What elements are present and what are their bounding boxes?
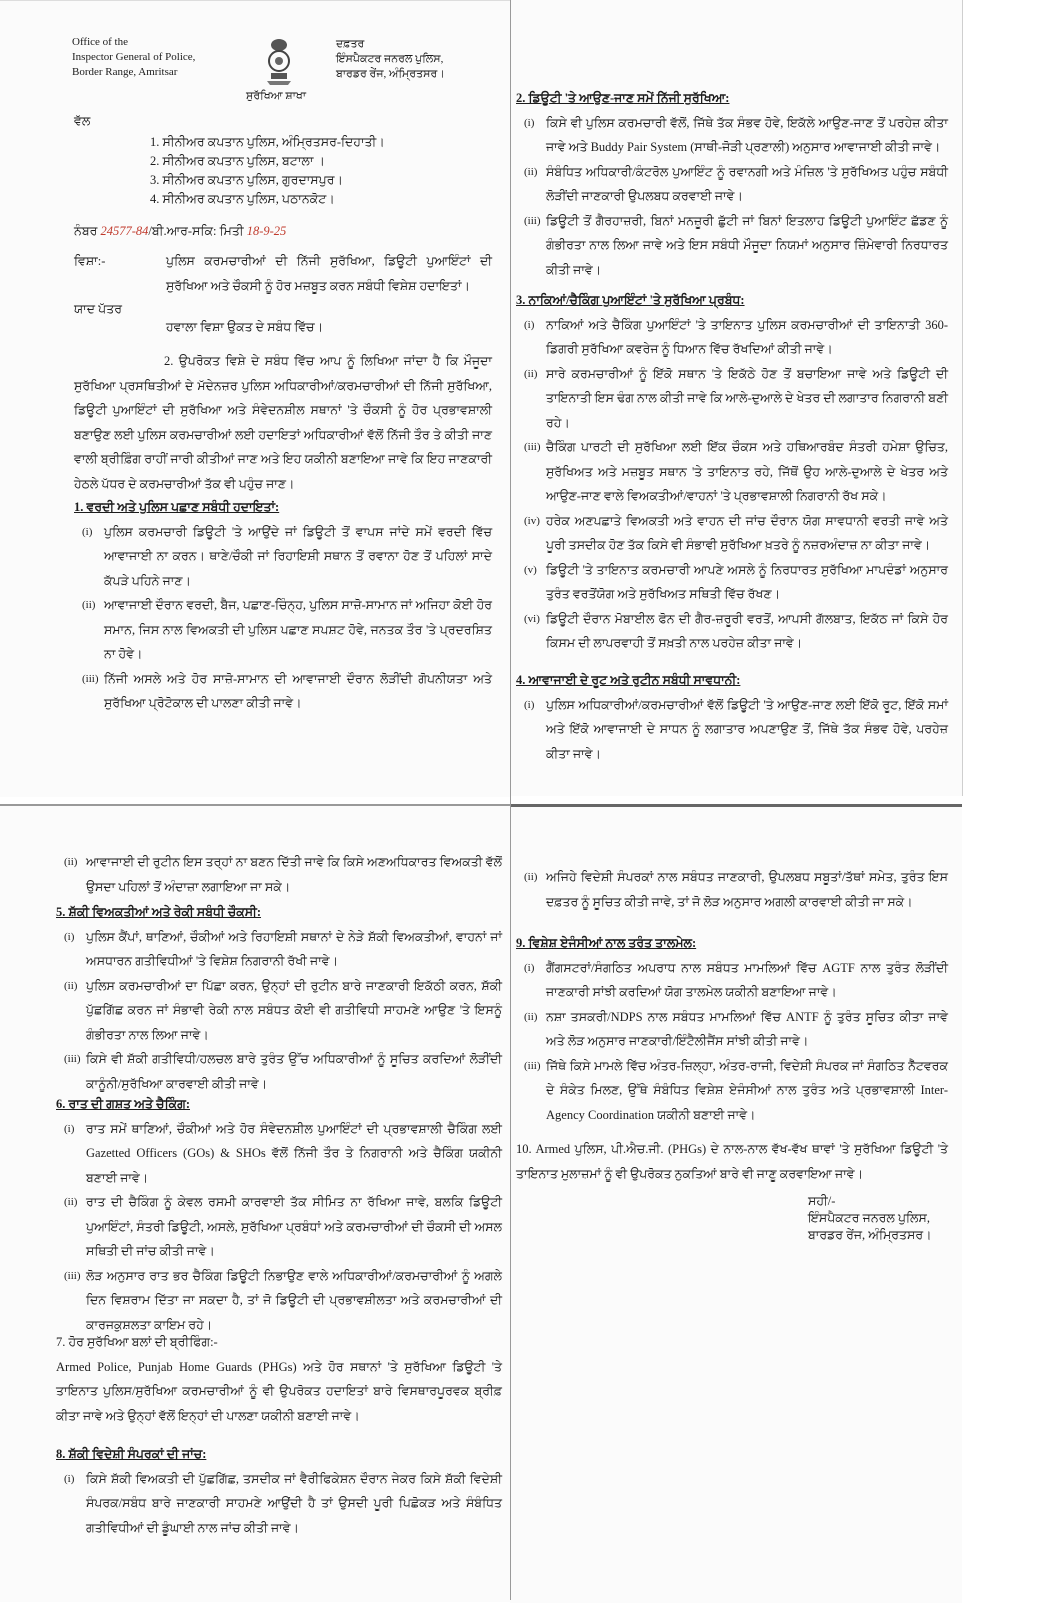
subject-text: ਪੁਲਿਸ ਕਰਮਚਾਰੀਆਂ ਦੀ ਨਿੱਜੀ ਸੁਰੱਖਿਆ, ਡਿਊਟੀ ਪੁਆਇੰਟਾਂ ਦੀ ਸੁਰੱਖਿਆ ਅਤੇ ਚੌਕਸੀ ਨੂੰ ਹੋਰ ਮਜ਼ਬੂਤ ਕਰਨ ਸਬੰਧੀ ਵਿਸ਼ੇਸ਼ ਹਦਾਇਤਾਂ। — [166, 254, 492, 293]
page-edge — [962, 0, 963, 796]
list-item: (iii) ਲੋੜ ਅਨੁਸਾਰ ਰਾਤ ਭਰ ਚੈਕਿੰਗ ਡਿਊਟੀ ਨਿਭਾਉਣ ਵਾਲੇ ਅਧਿਕਾਰੀਆਂ/ਕਰਮਚਾਰੀਆਂ ਨੂੰ ਅਗਲੇ ਦਿਨ ਵਿਸ਼ਰਾਮ ਦਿੱਤਾ ਜਾ ਸਕਦਾ ਹੈ, ਤਾਂ ਜੋ ਡਿਊਟੀ ਦੀ ਪ੍ਰਭਾਵਸ਼ੀਲਤਾ ਅਤੇ ਕਰਮਚਾਰੀਆਂ ਦੀ ਕਾਰਜਕੁਸ਼ਲਤਾ ਕਾਇਮ ਰਹੇ। — [64, 1268, 502, 1332]
list-item: (v) ਡਿਊਟੀ 'ਤੇ ਤਾਇਨਾਤ ਕਰਮਚਾਰੀ ਆਪਣੇ ਅਸਲੇ ਨੂੰ ਨਿਰਧਾਰਤ ਸੁਰੱਖਿਆ ਮਾਪਦੰਡਾਂ ਅਨੁਸਾਰ ਤੁਰੰਤ ਵਰਤੋਂਯੋਗ ਅਤੇ ਸੁਰੱਖਿਅਤ ਸਥਿਤੀ ਵਿੱਚ ਰੱਖਣ। — [524, 562, 948, 601]
list-item: (ii) ਸਾਰੇ ਕਰਮਚਾਰੀਆਂ ਨੂੰ ਇੱਕੋ ਸਥਾਨ 'ਤੇ ਇਕੱਠੇ ਹੋਣ ਤੋਂ ਬਚਾਇਆ ਜਾਵੇ ਅਤੇ ਡਿਊਟੀ ਦੀ ਤਾਇਨਾਤੀ ਇਸ ਢੰਗ ਨਾਲ ਕੀਤੀ ਜਾਵੇ ਕਿ ਆਲੇ-ਦੁਆਲੇ ਦੇ ਖੇਤਰ ਦੀ ਲਗਾਤਾਰ ਨਿਗਰਾਨੀ ਬਣੀ ਰਹੇ। — [524, 366, 948, 430]
recipient-item: 4. ਸੀਨੀਅਰ ਕਪਤਾਨ ਪੁਲਿਸ, ਪਠਾਨਕੋਟ। — [150, 192, 335, 206]
list-item: (ii) ਆਵਾਜਾਈ ਦੌਰਾਨ ਵਰਦੀ, ਬੈਜ, ਪਛਾਣ-ਚਿੰਨ੍ਹ, ਪੁਲਿਸ ਸਾਜ਼ੋ-ਸਾਮਾਨ ਜਾਂ ਅਜਿਹਾ ਕੋਈ ਹੋਰ ਸਮਾਨ, ਜਿਸ ਨਾਲ ਵਿਅਕਤੀ ਦੀ ਪੁਲਿਸ ਪਛਾਣ ਸਪਸ਼ਟ ਹੋਵੇ, ਜਨਤਕ ਤੌਰ 'ਤੇ ਪ੍ਰਦਰਸ਼ਿਤ ਨਾ ਹੋਵੇ। — [82, 598, 492, 661]
page-2-bottom-right — [510, 804, 962, 1603]
list-item: (ii) ਨਸ਼ਾ ਤਸਕਰੀ/NDPS ਨਾਲ ਸਬੰਧਤ ਮਾਮਲਿਆਂ ਵਿੱਚ ANTF ਨੂੰ ਤੁਰੰਤ ਸੂਚਿਤ ਕੀਤਾ ਜਾਵੇ ਅਤੇ ਲੋੜ ਅਨੁਸਾਰ ਜਾਣਕਾਰੀ/ਇੰਟੈਲੀਜੈਂਸ ਸਾਂਝੀ ਕੀਤੀ ਜਾਵੇ। — [524, 1009, 948, 1048]
section-heading: 6. ਰਾਤ ਦੀ ਗਸ਼ਤ ਅਤੇ ਚੈਕਿੰਗ: — [56, 1097, 190, 1111]
recipient-item: 2. ਸੀਨੀਅਰ ਕਪਤਾਨ ਪੁਲਿਸ, ਬਟਾਲਾ । — [150, 154, 325, 168]
police-emblem-icon — [262, 37, 296, 87]
section-9 — [516, 931, 948, 1127]
page-1-top-left — [0, 0, 510, 797]
to-label: ਵੱਲ — [74, 114, 91, 128]
section-10: 10. Armed ਪੁਲਿਸ, ਪੀ.ਐਚ.ਜੀ. (PHGs) ਦੇ ਨਾਲ-ਨਾਲ ਵੱਖ-ਵੱਖ ਥਾਵਾਂ 'ਤੇ ਸੁਰੱਖਿਆ ਡਿਊਟੀ 'ਤੇ ਤਾਇਨਾਤ ਮੁਲਾਜ਼ਮਾਂ ਨੂੰ ਵੀ ਉਪਰੋਕਤ ਨੁਕਤਿਆਂ ਬਾਰੇ ਵੀ ਜਾਣੂ ਕਰਵਾਇਆ ਜਾਵੇ। — [516, 1142, 948, 1181]
section-heading: 4. ਆਵਾਜਾਈ ਦੇ ਰੂਟ ਅਤੇ ਰੁਟੀਨ ਸਬੰਧੀ ਸਾਵਧਾਨੀ: — [516, 673, 741, 687]
list-item: (ii) ਸੰਬੰਧਿਤ ਅਧਿਕਾਰੀ/ਕੰਟਰੋਲ ਪੁਆਇੰਟ ਨੂੰ ਰਵਾਨਗੀ ਅਤੇ ਮੰਜ਼ਿਲ 'ਤੇ ਸੁਰੱਖਿਅਤ ਪਹੁੰਚ ਸਬੰਧੀ ਲੋੜੀਂਦੀ ਜਾਣਕਾਰੀ ਉਪਲਬਧ ਕਰਵਾਈ ਜਾਵੇ। — [524, 164, 948, 203]
section-5 — [56, 900, 502, 1096]
page-divider — [510, 0, 511, 1600]
list-item: (i) ਪੁਲਿਸ ਅਧਿਕਾਰੀਆਂ/ਕਰਮਚਾਰੀਆਂ ਵੱਲੋਂ ਡਿਊਟੀ 'ਤੇ ਆਉਣ-ਜਾਣ ਲਈ ਇੱਕੋ ਰੂਟ, ਇੱਕੋ ਸਮਾਂ ਅਤੇ ਇੱਕੋ ਆਵਾਜਾਈ ਦੇ ਸਾਧਨ ਨੂੰ ਲਗਾਤਾਰ ਅਪਣਾਉਣ ਤੋਂ, ਜਿੱਥੇ ਤੱਕ ਸੰਭਵ ਹੋਵੇ, ਪਰਹੇਜ਼ ਕੀਤਾ ਜਾਵੇ। — [524, 697, 948, 761]
list-item: (i) ਪੁਲਿਸ ਕਰਮਚਾਰੀ ਡਿਊਟੀ 'ਤੇ ਆਉਂਦੇ ਜਾਂ ਡਿਊਟੀ ਤੋਂ ਵਾਪਸ ਜਾਂਦੇ ਸਮੇਂ ਵਰਦੀ ਵਿੱਚ ਆਵਾਜਾਈ ਨਾ ਕਰਨ। ਥਾਣੇ/ਚੌਕੀ ਜਾਂ ਰਿਹਾਇਸ਼ੀ ਸਥਾਨ ਤੋਂ ਰਵਾਨਾ ਹੋਣ ਤੋਂ ਪਹਿਲਾਂ ਸਾਦੇ ਕੱਪੜੇ ਪਹਿਨੇ ਜਾਣ। — [82, 524, 492, 588]
list-item: (iii) ਚੈਕਿੰਗ ਪਾਰਟੀ ਦੀ ਸੁਰੱਖਿਆ ਲਈ ਇੱਕ ਚੌਕਸ ਅਤੇ ਹਥਿਆਰਬੰਦ ਸੰਤਰੀ ਹਮੇਸ਼ਾ ਉਚਿਤ, ਸੁਰੱਖਿਅਤ ਅਤੇ ਮਜ਼ਬੂਤ ਸਥਾਨ 'ਤੇ ਤਾਇਨਾਤ ਰਹੇ, ਜਿੱਥੋਂ ਉਹ ਆਲੇ-ਦੁਆਲੇ ਦੇ ਖੇਤਰ ਅਤੇ ਆਉਣ-ਜਾਣ ਵਾਲੇ ਵਿਅਕਤੀਆਂ/ਵਾਹਨਾਂ 'ਤੇ ਪ੍ਰਭਾਵਸ਼ਾਲੀ ਨਿਗਰਾਨੀ ਰੱਖ ਸਕੇ। — [524, 440, 948, 503]
section-8 — [56, 1442, 502, 1540]
section-heading: 9. ਵਿਸ਼ੇਸ਼ ਏਜੰਸੀਆਂ ਨਾਲ ਤਰੰਤ ਤਾਲਮੇਲ: — [516, 936, 697, 950]
page-2-bottom-left — [0, 804, 510, 1602]
list-item: (ii) ਅਜਿਹੇ ਵਿਦੇਸ਼ੀ ਸੰਪਰਕਾਂ ਨਾਲ ਸਬੰਧਤ ਜਾਣਕਾਰੀ, ਉਪਲਬਧ ਸਬੂਤਾਂ/ਤੱਥਾਂ ਸਮੇਤ, ਤੁਰੰਤ ਇਸ ਦਫ਼ਤਰ ਨੂੰ ਸੂਚਿਤ ਕੀਤੀ ਜਾਵੇ, ਤਾਂ ਜੋ ਲੋੜ ਅਨੁਸਾਰ ਅਗਲੀ ਕਾਰਵਾਈ ਕੀਤੀ ਜਾ ਸਕੇ। — [524, 870, 948, 909]
section-2 — [516, 86, 948, 282]
section-7 — [56, 1330, 502, 1428]
recipient-item: 3. ਸੀਨੀਅਰ ਕਪਤਾਨ ਪੁਲਿਸ, ਗੁਰਦਾਸਪੁਰ। — [150, 173, 343, 187]
subject-label: ਵਿਸ਼ਾ:- — [74, 254, 106, 268]
list-item: (iii) ਜਿੱਥੇ ਕਿਸੇ ਮਾਮਲੇ ਵਿੱਚ ਅੰਤਰ-ਜ਼ਿਲ੍ਹਾ, ਅੰਤਰ-ਰਾਜੀ, ਵਿਦੇਸ਼ੀ ਸੰਪਰਕ ਜਾਂ ਸੰਗਠਿਤ ਨੈੱਟਵਰਕ ਦੇ ਸੰਕੇਤ ਮਿਲਣ, ਉੱਥੇ ਸੰਬੰਧਿਤ ਵਿਸ਼ੇਸ਼ ਏਜੰਸੀਆਂ ਨਾਲ ਤੁਰੰਤ ਅਤੇ ਪ੍ਰਭਾਵਸ਼ਾਲੀ Inter-Agency Coordination ਯਕੀਨੀ ਬਣਾਈ ਜਾਵੇ। — [524, 1058, 948, 1122]
branch-label: ਸੁਰੱਖਿਆ ਸ਼ਾਖਾ — [246, 90, 306, 102]
section-6 — [56, 1092, 502, 1337]
list-item: (iv) ਹਰੇਕ ਅਣਪਛਾਤੇ ਵਿਅਕਤੀ ਅਤੇ ਵਾਹਨ ਦੀ ਜਾਂਚ ਦੌਰਾਨ ਯੋਗ ਸਾਵਧਾਨੀ ਵਰਤੀ ਜਾਵੇ ਅਤੇ ਪੂਰੀ ਤਸਦੀਕ ਹੋਣ ਤੱਕ ਕਿਸੇ ਵੀ ਸੰਭਾਵੀ ਸੁਰੱਖਿਆ ਖ਼ਤਰੇ ਨੂੰ ਨਜ਼ਰਅੰਦਾਜ਼ ਨਾ ਕੀਤਾ ਜਾਵੇ। — [524, 513, 948, 552]
page-1-top-right — [510, 0, 962, 796]
memo-label: ਯਾਦ ਪੱਤਰ — [74, 302, 122, 316]
memo-reference: ਹਵਾਲਾ ਵਿਸ਼ਾ ਉਕਤ ਦੇ ਸਬੰਧ ਵਿੱਚ। — [166, 320, 324, 334]
section-4-continued — [56, 850, 502, 899]
section-heading: 7. ਹੋਰ ਸੁਰੱਖਿਆ ਬਲਾਂ ਦੀ ਬ੍ਰੀਫਿੰਗ:- — [56, 1335, 218, 1349]
section-1 — [74, 495, 492, 716]
list-item: (i) ਕਿਸੇ ਵੀ ਪੁਲਿਸ ਕਰਮਚਾਰੀ ਵੱਲੋਂ, ਜਿੱਥੇ ਤੱਕ ਸੰਭਵ ਹੋਵੇ, ਇਕੱਲੇ ਆਉਣ-ਜਾਣ ਤੋਂ ਪਰਹੇਜ਼ ਕੀਤਾ ਜਾਵੇ ਅਤੇ Buddy Pair System (ਸਾਥੀ-ਜੋੜੀ ਪ੍ਰਣਾਲੀ) ਅਨੁਸਾਰ ਆਵਾਜਾਈ ਕੀਤੀ ਜਾਵੇ। — [524, 115, 948, 154]
section-7-text: Armed Police, Punjab Home Guards (PHGs) ਅਤੇ ਹੋਰ ਸਥਾਨਾਂ 'ਤੇ ਸੁਰੱਖਿਆ ਡਿਊਟੀ 'ਤੇ ਤਾਇਨਾਤ ਪੁਲਿਸ/ਸੁਰੱਖਿਆ ਕਰਮਚਾਰੀਆਂ ਨੂੰ ਵੀ ਉਪਰੋਕਤ ਹਦਾਇਤਾਂ ਬਾਰੇ ਵਿਸਥਾਰਪੂਰਵਕ ਬ੍ਰੀਫ਼ ਕੀਤਾ ਜਾਵੇ ਅਤੇ ਉਨ੍ਹਾਂ ਵੱਲੋਂ ਇਨ੍ਹਾਂ ਦੀ ਪਾਲਣਾ ਯਕੀਨੀ ਬਣਾਈ ਜਾਵੇ। — [56, 1359, 502, 1423]
section-4 — [516, 668, 948, 766]
list-item: (iii) ਡਿਊਟੀ ਤੋਂ ਗੈਰਹਾਜ਼ਰੀ, ਬਿਨਾਂ ਮਨਜ਼ੂਰੀ ਛੁੱਟੀ ਜਾਂ ਬਿਨਾਂ ਇਤਲਾਹ ਡਿਊਟੀ ਪੁਆਇੰਟ ਛੱਡਣ ਨੂੰ ਗੰਭੀਰਤਾ ਨਾਲ ਲਿਆ ਜਾਵੇ ਅਤੇ ਇਸ ਸਬੰਧੀ ਮੌਜੂਦਾ ਨਿਯਮਾਂ ਅਨੁਸਾਰ ਜ਼ਿੰਮੇਵਾਰੀ ਨਿਰਧਾਰਤ ਕੀਤੀ ਜਾਵੇ। — [524, 213, 948, 277]
section-8-continued — [516, 865, 948, 914]
section-heading: 2. ਡਿਊਟੀ 'ਤੇ ਆਉਣ-ਜਾਣ ਸਮੇਂ ਨਿੱਜੀ ਸੁਰੱਖਿਆ: — [516, 91, 730, 105]
section-heading: 8. ਸ਼ੱਕੀ ਵਿਦੇਸ਼ੀ ਸੰਪਰਕਾਂ ਦੀ ਜਾਂਚ: — [56, 1447, 207, 1461]
list-item: (i) ਗੈਂਗਸਟਰਾਂ/ਸੰਗਠਿਤ ਅਪਰਾਧ ਨਾਲ ਸਬੰਧਤ ਮਾਮਲਿਆਂ ਵਿੱਚ AGTF ਨਾਲ ਤੁਰੰਤ ਲੋੜੀਂਦੀ ਜਾਣਕਾਰੀ ਸਾਂਝੀ ਕਰਦਿਆਂ ਯੋਗ ਤਾਲਮੇਲ ਯਕੀਨੀ ਬਣਾਇਆ ਜਾਵੇ। — [524, 960, 948, 999]
section-heading: 5. ਸ਼ੱਕੀ ਵਿਅਕਤੀਆਂ ਅਤੇ ਰੇਕੀ ਸਬੰਧੀ ਚੌਕਸੀ: — [56, 905, 262, 919]
recipients-list — [150, 133, 480, 209]
letterhead-english: Office of the Inspector General of Police, Border Range, Amritsar — [72, 36, 196, 78]
recipient-item: 1. ਸੀਨੀਅਰ ਕਪਤਾਨ ਪੁਲਿਸ, ਅੰਮ੍ਰਿਤਸਰ-ਦਿਹਾਤੀ। — [150, 135, 385, 149]
signature-block: ਸਹੀ/- ਇੰਸਪੈਕਟਰ ਜਨਰਲ ਪੁਲਿਸ, ਬਾਰਡਰ ਰੇਂਜ, ਅੰਮ੍ਰਿਤਸਰ। — [808, 1194, 932, 1242]
reference-number: ਨੰਬਰ 24577-84/ਬੀ.ਆਰ-ਸਕਿ: ਮਿਤੀ 18-9-25 — [74, 224, 287, 238]
list-item: (ii) ਰਾਤ ਦੀ ਚੈਕਿੰਗ ਨੂੰ ਕੇਵਲ ਰਸਮੀ ਕਾਰਵਾਈ ਤੱਕ ਸੀਮਿਤ ਨਾ ਰੱਖਿਆ ਜਾਵੇ, ਬਲਕਿ ਡਿਊਟੀ ਪੁਆਇੰਟਾਂ, ਸੰਤਰੀ ਡਿਊਟੀ, ਅਸਲੇ, ਸੁਰੱਖਿਆ ਪ੍ਰਬੰਧਾਂ ਅਤੇ ਕਰਮਚਾਰੀਆਂ ਦੀ ਚੌਕਸੀ ਦੀ ਅਸਲ ਸਥਿਤੀ ਦੀ ਜਾਂਚ ਕੀਤੀ ਜਾਵੇ। — [64, 1195, 502, 1258]
section-3 — [516, 288, 948, 656]
letterhead-punjabi: ਦਫ਼ਤਰ ਇੰਸਪੈਕਟਰ ਜਨਰਲ ਪੁਲਿਸ, ਬਾਰਡਰ ਰੇਂਜ, ਅੰਮ੍ਰਿਤਸਰ। — [336, 38, 445, 80]
list-item: (iii) ਨਿੱਜੀ ਅਸਲੇ ਅਤੇ ਹੋਰ ਸਾਜ਼ੋ-ਸਾਮਾਨ ਦੀ ਆਵਾਜਾਈ ਦੌਰਾਨ ਲੋੜੀਂਦੀ ਗੋਪਨੀਯਤਾ ਅਤੇ ਸੁਰੱਖਿਆ ਪ੍ਰੋਟੋਕਾਲ ਦੀ ਪਾਲਣਾ ਕੀਤੀ ਜਾਵੇ। — [82, 671, 492, 710]
list-item: (i) ਨਾਕਿਆਂ ਅਤੇ ਚੈਕਿੰਗ ਪੁਆਇੰਟਾਂ 'ਤੇ ਤਾਇਨਾਤ ਪੁਲਿਸ ਕਰਮਚਾਰੀਆਂ ਦੀ ਤਾਇਨਾਤੀ 360-ਡਿਗਰੀ ਸੁਰੱਖਿਆ ਕਵਰੇਜ ਨੂੰ ਧਿਆਨ ਵਿੱਚ ਰੱਖਦਿਆਂ ਕੀਤੀ ਜਾਵੇ। — [524, 317, 948, 356]
list-item: (i) ਪੁਲਿਸ ਕੈਂਪਾਂ, ਥਾਣਿਆਂ, ਚੌਕੀਆਂ ਅਤੇ ਰਿਹਾਇਸ਼ੀ ਸਥਾਨਾਂ ਦੇ ਨੇੜੇ ਸ਼ੱਕੀ ਵਿਅਕਤੀਆਂ, ਵਾਹਨਾਂ ਜਾਂ ਅਸਧਾਰਨ ਗਤੀਵਿਧੀਆਂ 'ਤੇ ਵਿਸ਼ੇਸ਼ ਨਿਗਰਾਨੀ ਰੱਖੀ ਜਾਵੇ। — [64, 929, 502, 968]
list-item: (ii) ਪੁਲਿਸ ਕਰਮਚਾਰੀਆਂ ਦਾ ਪਿੱਛਾ ਕਰਨ, ਉਨ੍ਹਾਂ ਦੀ ਰੁਟੀਨ ਬਾਰੇ ਜਾਣਕਾਰੀ ਇਕੱਠੀ ਕਰਨ, ਸ਼ੱਕੀ ਪੁੱਛਗਿੱਛ ਕਰਨ ਜਾਂ ਸੰਭਾਵੀ ਰੇਕੀ ਨਾਲ ਸਬੰਧਤ ਕੋਈ ਵੀ ਗਤੀਵਿਧੀ ਸਾਹਮਣੇ ਆਉਣ 'ਤੇ ਇਸਨੂੰ ਗੰਭੀਰਤਾ ਨਾਲ ਲਿਆ ਜਾਵੇ। — [64, 978, 502, 1042]
paragraph-2: 2. ਉਪਰੋਕਤ ਵਿਸ਼ੇ ਦੇ ਸਬੰਧ ਵਿੱਚ ਆਪ ਨੂੰ ਲਿਖਿਆ ਜਾਂਦਾ ਹੈ ਕਿ ਮੌਜੂਦਾ ਸੁਰੱਖਿਆ ਪ੍ਰਸਥਿਤੀਆਂ ਦੇ ਮੱਦੇਨਜ਼ਰ ਪੁਲਿਸ ਅਧਿਕਾਰੀਆਂ/ਕਰਮਚਾਰੀਆਂ ਦੀ ਨਿੱਜੀ ਸੁਰੱਖਿਆ, ਡਿਊਟੀ ਪੁਆਇੰਟਾਂ ਦੀ ਸੁਰੱਖਿਆ ਅਤੇ ਸੰਵੇਦਨਸ਼ੀਲ ਸਥਾਨਾਂ 'ਤੇ ਚੌਕਸੀ ਨੂੰ ਹੋਰ ਪ੍ਰਭਾਵਸ਼ਾਲੀ ਬਣਾਉਣ ਲਈ ਪੁਲਿਸ ਕਰਮਚਾਰੀਆਂ ਲਈ ਹਦਾਇਤਾਂ ਅਧਿਕਾਰੀਆਂ ਵੱਲੋਂ ਨਿੱਜੀ ਤੌਰ ਤੇ ਕੀਤੀ ਜਾਣ ਵਾਲੀ ਬ੍ਰੀਫ਼ਿੰਗ ਰਾਹੀਂ ਜਾਰੀ ਕੀਤੀਆਂ ਜਾਣ ਅਤੇ ਇਹ ਯਕੀਨੀ ਬਣਾਇਆ ਜਾਵੇ ਕਿ ਇਹ ਜਾਣਕਾਰੀ ਹੇਠਲੇ ਪੱਧਰ ਦੇ ਕਰਮਚਾਰੀਆਂ ਤੱਕ ਵੀ ਪਹੁੰਚ ਜਾਣ। — [74, 354, 492, 491]
list-item: (vi) ਡਿਊਟੀ ਦੌਰਾਨ ਮੋਬਾਈਲ ਫੋਨ ਦੀ ਗੈਰ-ਜ਼ਰੂਰੀ ਵਰਤੋਂ, ਆਪਸੀ ਗੱਲਬਾਤ, ਇਕੱਠ ਜਾਂ ਕਿਸੇ ਹੋਰ ਕਿਸਮ ਦੀ ਲਾਪਰਵਾਹੀ ਤੋਂ ਸਖ਼ਤੀ ਨਾਲ ਪਰਹੇਜ਼ ਕੀਤਾ ਜਾਵੇ। — [524, 611, 948, 650]
list-item: (iii) ਕਿਸੇ ਵੀ ਸ਼ੱਕੀ ਗਤੀਵਿਧੀ/ਹਲਚਲ ਬਾਰੇ ਤੁਰੰਤ ਉੱਚ ਅਧਿਕਾਰੀਆਂ ਨੂੰ ਸੂਚਿਤ ਕਰਦਿਆਂ ਲੋੜੀਂਦੀ ਕਾਨੂੰਨੀ/ਸੁਰੱਖਿਆ ਕਾਰਵਾਈ ਕੀਤੀ ਜਾਵੇ। — [64, 1052, 502, 1091]
section-heading: 1. ਵਰਦੀ ਅਤੇ ਪੁਲਿਸ ਪਛਾਣ ਸਬੰਧੀ ਹਦਾਇਤਾਂ: — [74, 500, 280, 514]
section-heading: 3. ਨਾਕਿਆਂ/ਚੈਕਿੰਗ ਪੁਆਇੰਟਾਂ 'ਤੇ ਸੁਰੱਖਿਆ ਪ੍ਰਬੰਧ: — [516, 293, 745, 307]
list-item: (ii) ਆਵਾਜਾਈ ਦੀ ਰੁਟੀਨ ਇਸ ਤਰ੍ਹਾਂ ਨਾ ਬਣਨ ਦਿੱਤੀ ਜਾਵੇ ਕਿ ਕਿਸੇ ਅਣਅਧਿਕਾਰਤ ਵਿਅਕਤੀ ਵੱਲੋਂ ਉਸਦਾ ਪਹਿਲਾਂ ਤੋਂ ਅੰਦਾਜ਼ਾ ਲਗਾਇਆ ਜਾ ਸਕੇ। — [64, 855, 502, 894]
list-item: (i) ਰਾਤ ਸਮੇਂ ਥਾਣਿਆਂ, ਚੌਕੀਆਂ ਅਤੇ ਹੋਰ ਸੰਵੇਦਨਸ਼ੀਲ ਪੁਆਇੰਟਾਂ ਦੀ ਪ੍ਰਭਾਵਸ਼ਾਲੀ ਚੈਕਿੰਗ ਲਈ Gazetted Officers (GOs) & SHOs ਵੱਲੋਂ ਨਿੱਜੀ ਤੌਰ ਤੇ ਨਿਗਰਾਨੀ ਅਤੇ ਚੈਕਿੰਗ ਯਕੀਨੀ ਬਣਾਈ ਜਾਵੇ। — [64, 1121, 502, 1185]
list-item: (i) ਕਿਸੇ ਸ਼ੱਕੀ ਵਿਅਕਤੀ ਦੀ ਪੁੱਛਗਿੱਛ, ਤਸਦੀਕ ਜਾਂ ਵੈਰੀਫਿਕੇਸ਼ਨ ਦੌਰਾਨ ਜੇਕਰ ਕਿਸੇ ਸ਼ੱਕੀ ਵਿਦੇਸ਼ੀ ਸੰਪਰਕ/ਸਬੰਧ ਬਾਰੇ ਜਾਣਕਾਰੀ ਸਾਹਮਣੇ ਆਉਂਦੀ ਹੈ ਤਾਂ ਉਸਦੀ ਪੂਰੀ ਪਿਛੋਕੜ ਅਤੇ ਸੰਬੰਧਿਤ ਗਤੀਵਿਧੀਆਂ ਦੀ ਡੂੰਘਾਈ ਨਾਲ ਜਾਂਚ ਕੀਤੀ ਜਾਵੇ। — [64, 1471, 502, 1535]
handwritten-date: 18-9-25 — [246, 224, 287, 238]
handwritten-number: 24577-84 — [100, 224, 149, 238]
